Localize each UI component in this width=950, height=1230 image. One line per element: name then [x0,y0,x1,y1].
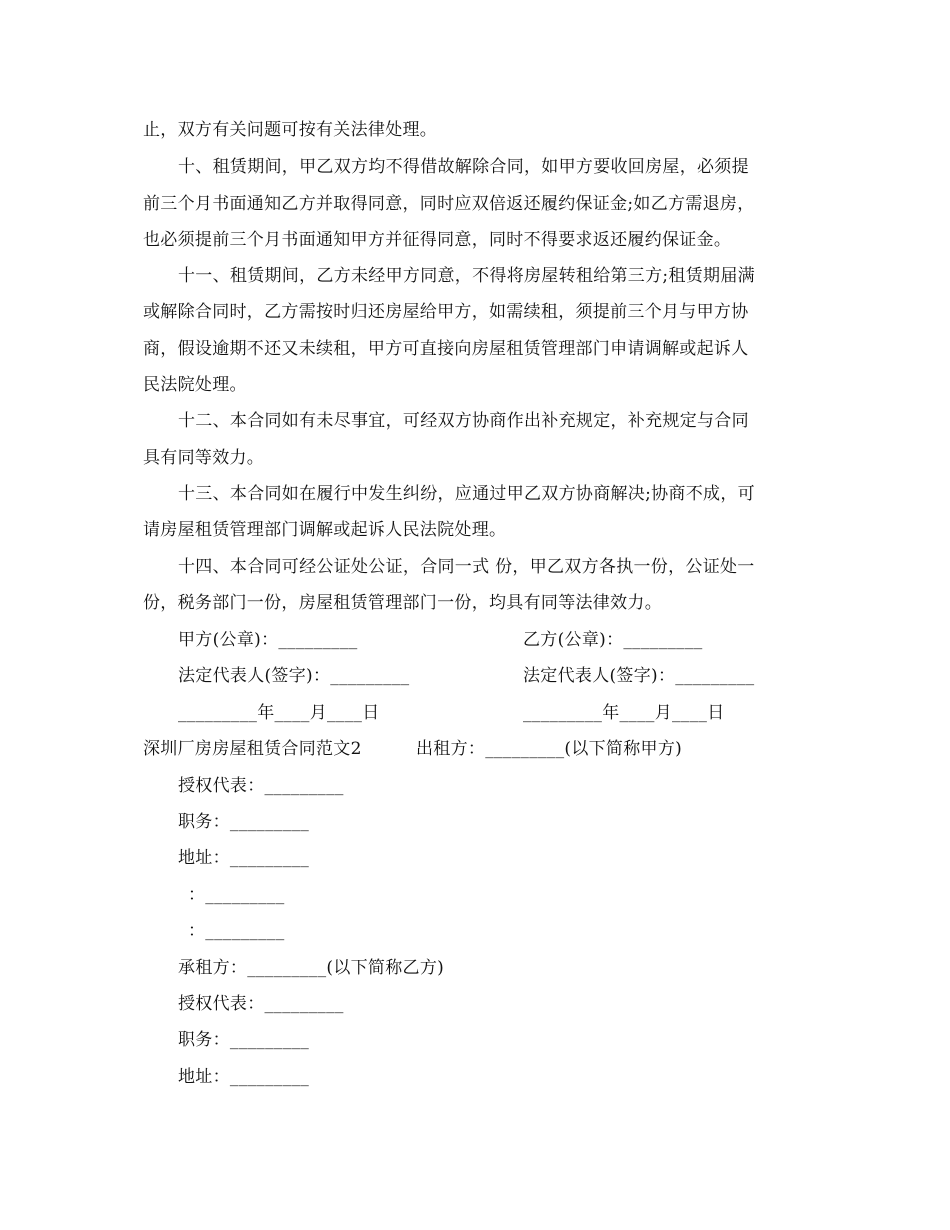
section-2-heading: 深圳厂房房屋租赁合同范文2 [143,739,362,759]
clause-11-line-3: 商，假设逾期不还又未续租，甲方可直接向房屋租赁管理部门申请调解或起诉人 [143,339,749,359]
lessee-line: 承租方：_________(以下简称乙方) [178,958,445,978]
lessor-address: 地址：_________ [178,848,310,868]
lessor-blank-field-1: ：_________ [188,885,285,905]
lessor-representative: 授权代表：_________ [178,776,344,796]
lessor-blank-field-2: ：_________ [188,921,285,941]
clause-11-line-4: 民法院处理。 [143,375,247,395]
clause-13-line-1: 十三、本合同如在履行中发生纠纷，应通过甲乙双方协商解决;协商不成，可 [178,484,755,504]
clause-12-line-1: 十二、本合同如有未尽事宜，可经双方协商作出补充规定，补充规定与合同 [178,411,749,431]
party-b-seal: 乙方(公章)：_________ [523,630,703,650]
lessee-position: 职务：_________ [178,1030,310,1050]
party-a-seal: 甲方(公章)：_________ [178,630,358,650]
clause-14-line-2: 份，税务部门一份，房屋租赁管理部门一份，均具有同等法律效力。 [143,593,662,613]
party-b-representative: 法定代表人(签字)：_________ [523,666,755,686]
clause-11-line-2: 或解除合同时，乙方需按时归还房屋给甲方，如需续租，须提前三个月与甲方协 [143,302,749,322]
lessor-position: 职务：_________ [178,812,310,832]
lessee-representative: 授权代表：_________ [178,994,344,1014]
lessor-line: 出租方：_________(以下简称甲方) [416,739,683,759]
clause-10-line-2: 前三个月书面通知乙方并取得同意，同时应双倍返还履约保证金;如乙方需退房， [143,194,755,214]
clause-14-line-1: 十四、本合同可经公证处公证，合同一式 份，甲乙双方各执一份，公证处一 [178,557,755,577]
clause-10-line-3: 也必须提前三个月书面通知甲方并征得同意，同时不得要求返还履约保证金。 [143,230,732,250]
clause-12-line-2: 具有同等效力。 [143,448,265,468]
clause-11-line-1: 十一、租赁期间，乙方未经甲方同意，不得将房屋转租给第三方;租赁期届满 [178,266,755,286]
clause-13-line-2: 请房屋租赁管理部门调解或起诉人民法院处理。 [143,520,507,540]
lessee-address: 地址：_________ [178,1067,310,1087]
party-b-date: _________年____月____日 [523,703,725,723]
party-a-representative: 法定代表人(签字)：_________ [178,666,410,686]
party-a-date: _________年____月____日 [178,703,380,723]
clause-10-line-1: 十、租赁期间，甲乙双方均不得借故解除合同，如甲方要收回房屋，必须提 [178,157,749,177]
paragraph-continuation: 止，双方有关问题可按有关法律处理。 [143,120,438,140]
